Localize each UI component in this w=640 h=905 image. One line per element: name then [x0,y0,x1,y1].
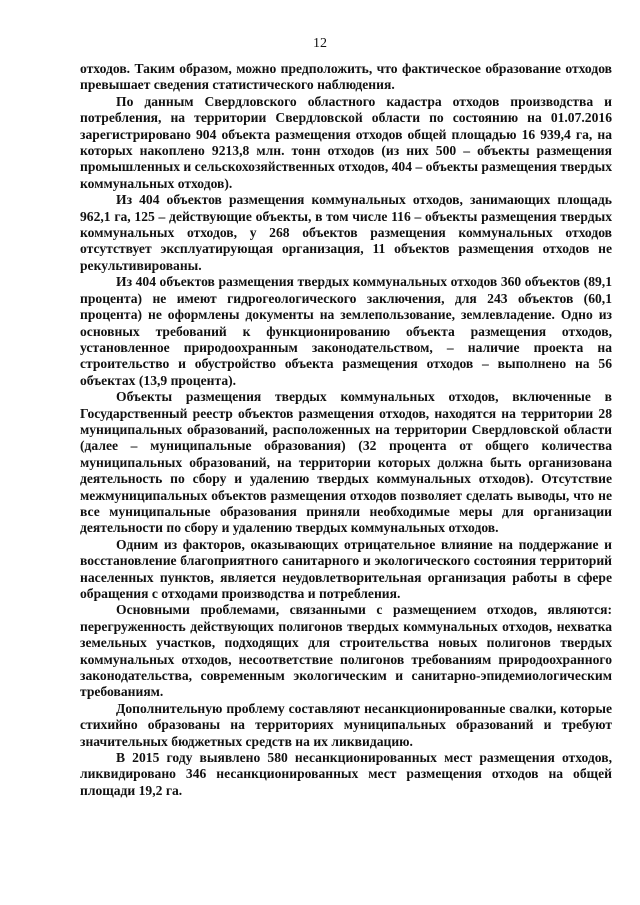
paragraph-7: Основными проблемами, связанными с размещением отходов, являются: перегруженность действующих полигонов твердых коммунальных отходов, нехватка земельных участков, подходящих для строительства новых полигонов твердых коммунальных отходов, несоответствие полигонов требованиям природоохранного законодательства, современным экологическим и санитарно-эпидемиологическим требованиям. [80,602,612,700]
paragraph-4: Из 404 объектов размещения твердых коммунальных отходов 360 объектов (89,1 процента) не имеют гидрогеологического заключения, для 243 объектов (60,1 процента) не оформлены документы на землепользование, землевладение. Одно из основных требований к функционированию объекта размещения отходов, установленное природоохранным законодательством, – наличие проекта на строительство и обустройство объекта размещения отходов – выполнено на 56 объектах (13,9 процента). [80,274,612,388]
document-body [80,61,612,799]
page-number: 12 [313,36,327,51]
paragraph-3: Из 404 объектов размещения коммунальных отходов, занимающих площадь 962,1 га, 125 – действующие объекты, в том числе 116 – объекты размещения твердых коммунальных отходов, у 268 объектов размещения коммунальных отходов отсутствует эксплуатирующая организация, 11 объектов размещения отходов не рекультивированы. [80,192,612,273]
paragraph-2: По данным Свердловского областного кадастра отходов производства и потребления, на территории Свердловской области по состоянию на 01.07.2016 зарегистрировано 904 объекта размещения отходов общей площадью 16 939,4 га, на которых накоплено 9213,8 млн. тонн отходов (из них 500 – объекты размещения промышленных и сельскохозяйственных отходов, 404 – объекты размещения твердых коммунальных отходов). [80,93,612,191]
paragraph-1: отходов. Таким образом, можно предположить, что фактическое образование отходов превышает сведения статистического наблюдения. [80,61,612,93]
paragraph-8: Дополнительную проблему составляют несанкционированные свалки, которые стихийно образованы на территориях муниципальных образований и требуют значительных бюджетных средств на их ликвидацию. [80,700,612,749]
paragraph-5: Объекты размещения твердых коммунальных отходов, включенные в Государственный реестр объектов размещения отходов, находятся на территории 28 муниципальных образований, расположенных на территории Свердловской области (далее – муниципальные образования) (32 процента от общего количества муниципальных образований, на территории которых должна быть организована деятельность по сбору и удалению твердых коммунальных отходов). Отсутствие межмуниципальных объектов размещения отходов позволяет сделать выводы, что не все муниципальные образования приняли необходимые меры для организации деятельности по сбору и удалению твердых коммунальных отходов. [80,389,612,536]
paragraph-9: В 2015 году выявлено 580 несанкционированных мест размещения отходов, ликвидировано 346 несанкционированных мест размещения отходов на общей площади 19,2 га. [80,750,612,798]
paragraph-6: Одним из факторов, оказывающих отрицательное влияние на поддержание и восстановление благоприятного санитарного и экологического состояния территорий населенных пунктов, является неудовлетворительная организация работы в сфере обращения с отходами производства и потребления. [80,536,612,601]
